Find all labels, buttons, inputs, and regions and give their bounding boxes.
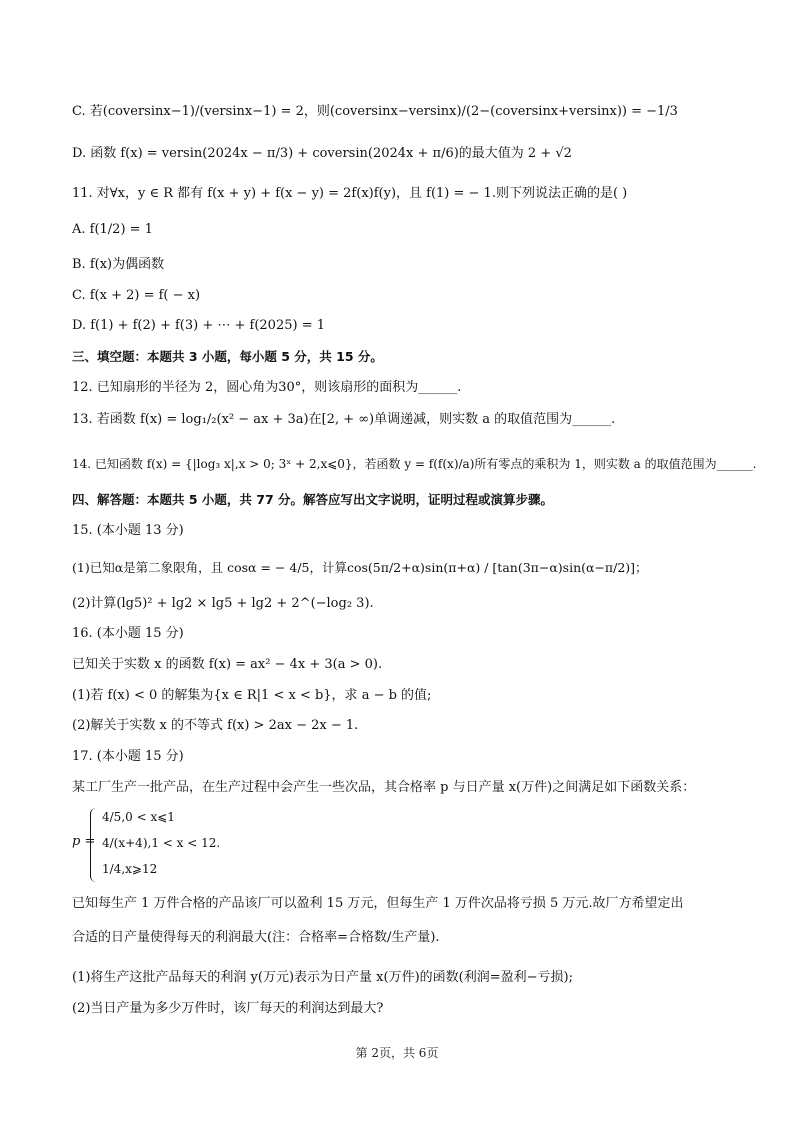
option-11b: B. f(x)为偶函数 xyxy=(72,257,165,272)
question-17-header: 17. (本小题 15 分) xyxy=(72,749,184,764)
question-15-part1: (1)已知α是第二象限角，且 cosα = − 4/5，计算cos(5π/2+α)sin(π+α) / [tan(3π−α)sin(α−π/2)]； xyxy=(72,560,648,575)
piecewise-row: 4/(x+4),1 < x < 12. xyxy=(102,836,221,850)
option-11a: A. f(1/2) = 1 xyxy=(72,222,153,237)
question-16-part2: (2)解关于实数 x 的不等式 f(x) > 2ax − 2x − 1. xyxy=(72,718,359,733)
question-17-part1: (1)将生产这批产品每天的利润 y(万元)表示为日产量 x(万件)的函数(利润=盈利−亏损); xyxy=(72,970,573,985)
question-15-part2: (2)计算(lg5)² + lg2 × lg5 + lg2 + 2^(−log₂ 3). xyxy=(72,596,374,611)
option-10d: D. 函数 f(x) = versin(2024x − π/3) + coversin(2024x + π/6)的最大值为 2 + √2 xyxy=(72,146,572,161)
question-17-stem: 某工厂生产一批产品，在生产过程中会产生一些次品，其合格率 p 与日产量 x(万件)之间满足如下函数关系： xyxy=(72,780,696,795)
question-11: 11. 对∀x，y ∈ R 都有 f(x + y) + f(x − y) = 2f(x)f(y)，且 f(1) = − 1.则下列说法正确的是( ) xyxy=(72,186,628,201)
question-17-profit-rule: 已知每生产 1 万件合格的产品该厂可以盈利 15 万元，但每生产 1 万件次品将亏损 5 万元.故厂方希望定出 xyxy=(72,896,684,911)
question-13: 13. 若函数 f(x) = log₁/₂(x² − ax + 3a)在[2, + ∞)单调递减，则实数 a 的取值范围为______. xyxy=(72,412,616,427)
question-17-note: 合适的日产量使得每天的利润最大(注：合格率=合格数/生产量). xyxy=(72,930,440,945)
option-11d: D. f(1) + f(2) + f(3) + ⋯ + f(2025) = 1 xyxy=(72,318,325,333)
piecewise-row: 1/4,x⩾12 xyxy=(102,862,158,876)
question-16-header: 16. (本小题 15 分) xyxy=(72,626,184,641)
piecewise-lhs: p = xyxy=(72,834,96,849)
section-answer: 四、解答题：本题共 5 小题，共 77 分。解答应写出文字说明，证明过程或演算步骤。 xyxy=(72,492,554,507)
question-15-header: 15. (本小题 13 分) xyxy=(72,523,184,538)
question-14: 14. 已知函数 f(x) = {|log₃ x|,x > 0; 3ˣ + 2,x⩽0}，若函数 y = f(f(x)/a)所有零点的乘积为 1，则实数 a 的取值范围为______. xyxy=(72,457,757,471)
piecewise-function xyxy=(72,808,272,884)
page-footer: 第 2页，共 6页 xyxy=(355,1046,439,1060)
question-16-part1: (1)若 f(x) < 0 的解集为{x ∈ R|1 < x < b}，求 a − b 的值; xyxy=(72,688,432,703)
question-12: 12. 已知扇形的半径为 2，圆心角为30°，则该扇形的面积为______. xyxy=(72,380,462,395)
option-11c: C. f(x + 2) = f( − x) xyxy=(72,288,201,303)
question-16-stem: 已知关于实数 x 的函数 f(x) = ax² − 4x + 3(a > 0). xyxy=(72,657,383,672)
section-fill-blank: 三、填空题：本题共 3 小题，每小题 5 分，共 15 分。 xyxy=(72,349,383,364)
piecewise-row: 4/5,0 < x⩽1 xyxy=(102,810,175,824)
piecewise-brace xyxy=(90,808,99,882)
question-17-part2: (2)当日产量为多少万件时，该厂每天的利润达到最大? xyxy=(72,1001,384,1016)
option-10c: C. 若(coversinx−1)/(versinx−1) = 2，则(coversinx−versinx)/(2−(coversinx+versinx)) = −1/3 xyxy=(72,104,678,119)
